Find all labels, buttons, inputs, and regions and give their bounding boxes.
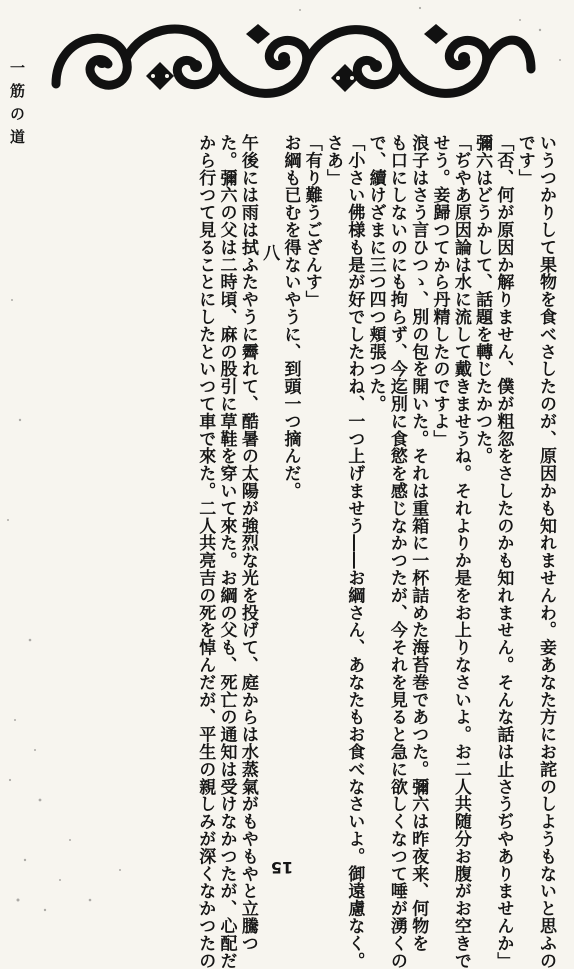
text-line: 「否、何が原因か解りません、僕が粗忽をさしたのかも知れません。そんな話は止さうぢやありませんか」 <box>493 134 514 969</box>
text-line: です」 <box>514 134 535 187</box>
text-line: いうつかりして果物を食べさしたのが、原因かも知れませんわ。妾あなた方にお詫のしようもないと思ふの <box>536 134 556 969</box>
ornamental-scroll-border <box>46 14 538 114</box>
text-line: お綱も已むを得ないやうに、到頭一つ摘んだ。 <box>280 134 301 500</box>
text-line: 「小さい佛様も是が好でしたわね、一つ上げませう――お綱さん、あなたもお食べなさいよ。御遠慮なく。 <box>344 134 365 969</box>
chapter-heading: 八 <box>259 244 280 261</box>
text-line: 午後には雨は拭ふたやうに霽れて、酷暑の太陽が強烈な光を投げて、庭からは水蒸氣がもやもやと立騰つ <box>237 134 258 952</box>
page-number: 15 <box>270 858 294 877</box>
text-line: 「有り難うござんす」 <box>301 134 322 308</box>
text-line: 彌六はどうかして、話題を轉じたかつた。 <box>472 134 493 465</box>
text-line: さあ」 <box>323 134 344 187</box>
text-line: た。彌六の父は二時頃、麻の股引に草鞋を穿いて來た。お綱の父も、死亡の通知は受けなかつたが、心配だ <box>216 134 237 969</box>
text-line: も口にしないのにも拘らず、今迄別に食慾を感じなかつたが、今それを見ると急に欲しくなつて唾が湧くの <box>386 134 407 969</box>
text-line: で、續けざまに三つ四つ頬張つた。 <box>365 134 386 413</box>
running-head: 一筋の道 <box>8 60 26 152</box>
text-line: から行つて見ることにしたといつて車で來た。二人共亮吉の死を悼んだが、平生の親しみが深くなかつたの <box>195 134 216 969</box>
text-line: せう。妾歸つてから丹精したのですよ」 <box>429 134 450 448</box>
text-line: 「ぢやあ原因論は水に流して戴きませうね。それよりか是をお上りなさいよ。お二人共随分お腹がお空きで <box>450 134 471 969</box>
text-line: 浪子はさう言ひつゝ、別の包を開いた。それは重箱に一杯詰めた海苔巻であつた。彌六は昨夜来、何物を <box>408 134 429 952</box>
